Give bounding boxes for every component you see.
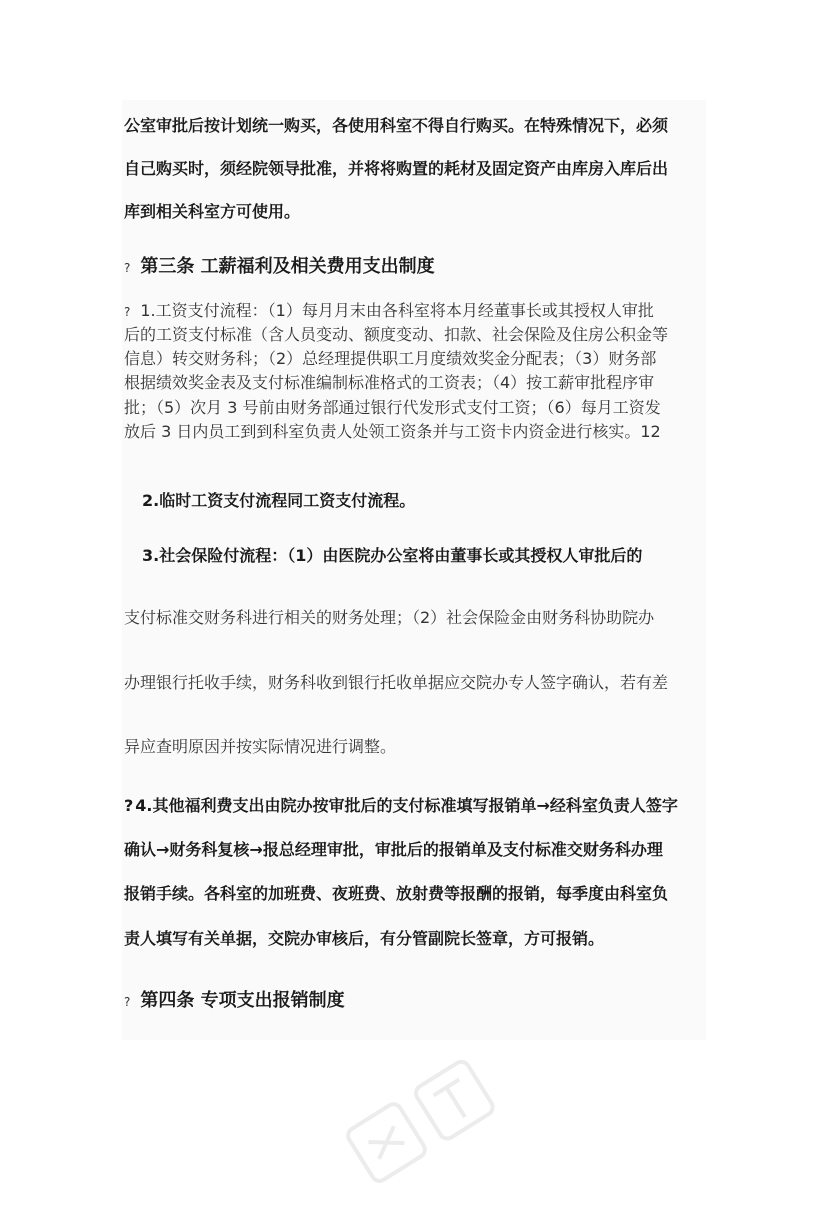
item1-line-5: 批；（5）次月 3 号前由财务部通过银行代发形式支付工资；（6）每月工资发 [124, 398, 661, 417]
intro-line-2: 自己购买时，须经院领导批准，并将将购置的耗材及固定资产由库房入库后出 [124, 159, 669, 178]
item3-line-4: 异应查明原因并按实际情况进行调整。 [124, 737, 397, 756]
intro-line-3: 库到相关科室方可使用。 [124, 202, 301, 221]
item1-line-6: 放后 3 日内员工到到科室负责人处领工资条并与工资卡内资金进行核实。12 [124, 422, 661, 441]
article-4-title: 第四条 专项支出报销制度 [140, 990, 345, 1011]
item3-line-1: 3.社会保险付流程：（1）由医院办公室将由董事长或其授权人审批后的 [142, 546, 643, 565]
item4-line-2: 确认→财务科复核→报总经理审批，审批后的报销单及支付标准交财务科办理 [124, 840, 663, 859]
article-3-heading [124, 256, 435, 279]
bullet-marker: ? [124, 261, 131, 275]
bullet-marker: ? [124, 796, 134, 815]
item1-line-3: 信息）转交财务科；（2）总经理提供职工月度绩效奖金分配表；（3）财务部 [124, 349, 657, 368]
item1-line-2: 后的工资支付标准（含人员变动、额度变动、扣款、社会保险及住房公积金等 [124, 325, 669, 344]
item1-line-1: ? 1.工资支付流程：（1）每月月末由各科室将本月经董事长或其授权人审批 [124, 301, 654, 320]
bullet-marker: ? [124, 305, 131, 319]
item4-line-4: 责人填写有关单据，交院办审核后，有分管副院长签章，方可报销。 [124, 929, 605, 948]
item3-line-3: 办理银行托收手续，财务科收到银行托收单据应交院办专人签字确认，若有差 [124, 673, 669, 692]
item4-line-1: ? 4.其他福利费支出由院办按审批后的支付标准填写报销单→经科室负责人签字 [124, 796, 678, 815]
item1-line-4: 根据绩效奖金表及支付标准编制标准格式的工资表；（4）按工薪审批程序审 [124, 373, 655, 392]
intro-line-1: 公室审批后按计划统一购买，各使用科室不得自行购买。在特殊情况下，必须 [124, 116, 669, 135]
article-4-heading [124, 990, 345, 1013]
article-3-title: 第三条 工薪福利及相关费用支出制度 [140, 256, 435, 277]
item3-line-2: 支付标准交财务科进行相关的财务处理；（2）社会保险金由财务科协助院办 [124, 608, 655, 627]
bullet-marker: ? [124, 995, 131, 1009]
item2-line: 2.临时工资支付流程同工资支付流程。 [142, 491, 416, 510]
watermark-logo-icon [318, 1010, 563, 1220]
item4-line-3: 报销手续。各科室的加班费、夜班费、放射费等报酬的报销，每季度由科室负 [124, 884, 669, 903]
